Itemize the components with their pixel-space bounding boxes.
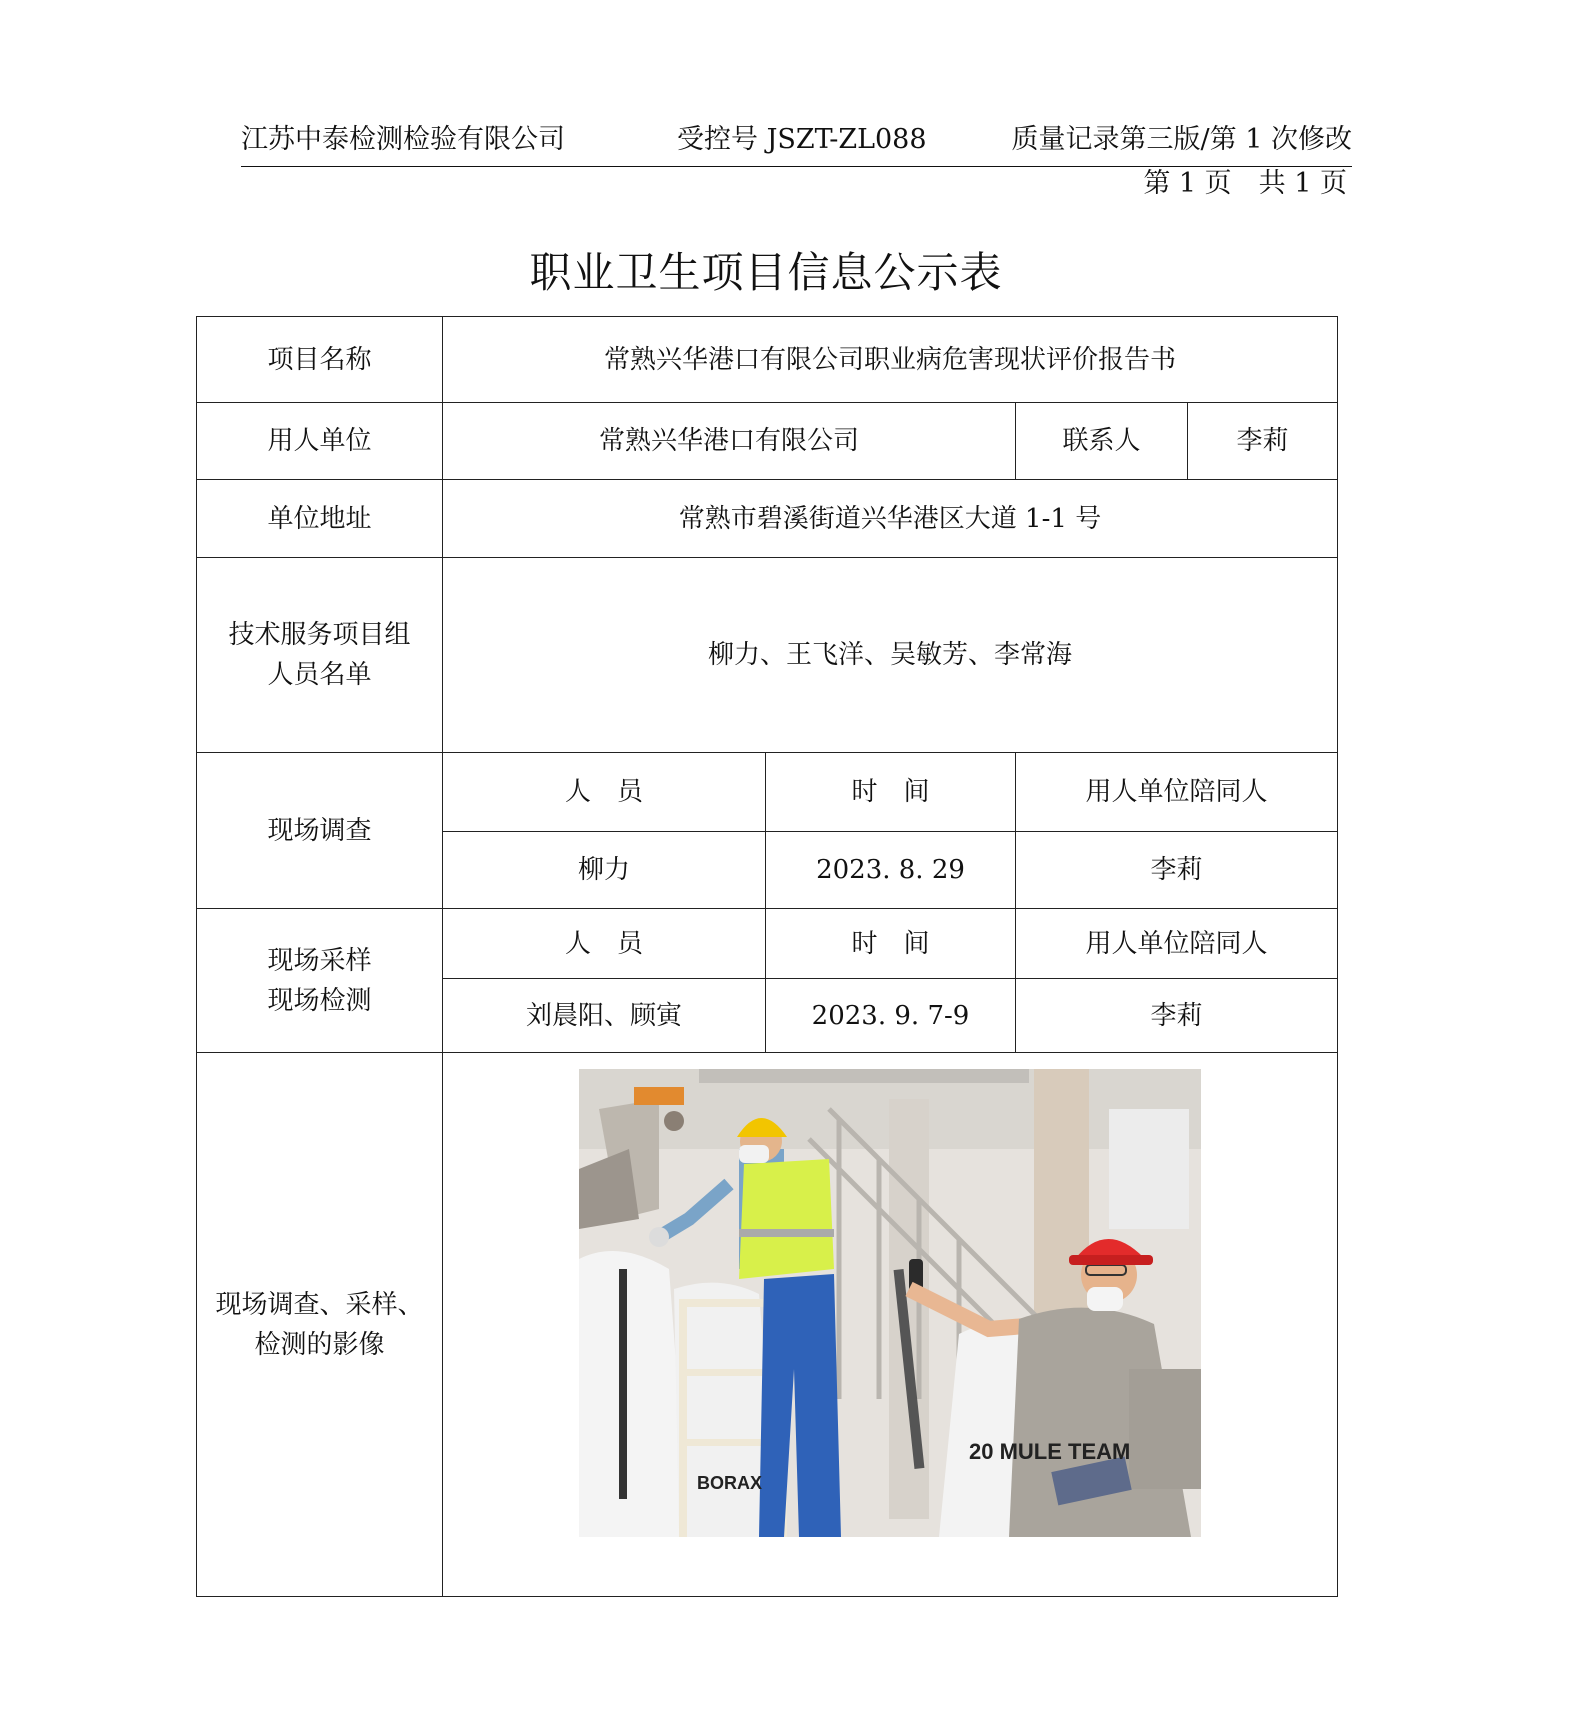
- team-label-line1: 技术服务项目组: [228, 620, 411, 650]
- site-inspection-photo: [579, 1069, 1201, 1537]
- project-name-value: 常熟兴华港口有限公司职业病危害现状评价报告书: [443, 317, 1338, 403]
- photo-bag-label-1: 20 MULE TEAM: [969, 1439, 1131, 1464]
- header-rule: [241, 166, 1352, 167]
- project-name-label: 项目名称: [197, 317, 443, 403]
- survey-time: 2023. 8. 29: [766, 832, 1016, 909]
- survey-person: 柳力: [443, 832, 766, 909]
- row-sampling-header: [197, 909, 1338, 979]
- photo-cell: [443, 1053, 1338, 1597]
- project-info-table: [196, 316, 1338, 1597]
- address-value: 常熟市碧溪街道兴华港区大道 1-1 号: [443, 480, 1338, 558]
- sampling-col-escort: 用人单位陪同人: [1016, 909, 1338, 979]
- survey-col-person: 人 员: [443, 753, 766, 832]
- row-address: [197, 480, 1338, 558]
- photo-label-line1: 现场调查、采样、: [215, 1289, 424, 1320]
- sampling-label: [197, 909, 443, 1053]
- sampling-col-time: 时 间: [766, 909, 1016, 979]
- survey-col-escort: 用人单位陪同人: [1016, 753, 1338, 832]
- header-control-number: 受控号 JSZT-ZL088: [677, 124, 927, 155]
- employer-label: 用人单位: [197, 403, 443, 480]
- sampling-label-line1: 现场采样: [267, 945, 372, 976]
- header-record-version: 质量记录第三版/第 1 次修改: [1011, 124, 1352, 155]
- contact-value: 李莉: [1188, 403, 1338, 480]
- header-company: 江苏中泰检测检验有限公司: [241, 124, 565, 155]
- row-team: [197, 558, 1338, 753]
- team-label: [197, 558, 443, 753]
- team-members: 柳力、王飞洋、吴敏芳、李常海: [443, 558, 1338, 753]
- sampling-escort: 李莉: [1016, 979, 1338, 1053]
- row-photo: [197, 1053, 1338, 1597]
- photo-label: [197, 1053, 443, 1597]
- employer-value: 常熟兴华港口有限公司: [443, 403, 1016, 480]
- sampling-col-person: 人 员: [443, 909, 766, 979]
- photo-bag-label-2: BORAX: [697, 1473, 763, 1493]
- team-label-line2: 人员名单: [267, 660, 372, 690]
- row-employer: [197, 403, 1338, 480]
- sampling-person: 刘晨阳、顾寅: [443, 979, 766, 1053]
- survey-col-time: 时 间: [766, 753, 1016, 832]
- contact-label: 联系人: [1016, 403, 1188, 480]
- document-title: 职业卫生项目信息公示表: [529, 248, 1003, 297]
- sampling-time: 2023. 9. 7-9: [766, 979, 1016, 1053]
- row-project-name: [197, 317, 1338, 403]
- sampling-label-line2: 现场检测: [267, 985, 372, 1016]
- survey-escort: 李莉: [1016, 832, 1338, 909]
- address-label: 单位地址: [197, 480, 443, 558]
- row-survey-header: [197, 753, 1338, 832]
- photo-label-line2: 检测的影像: [254, 1329, 385, 1360]
- survey-label: 现场调查: [197, 753, 443, 909]
- header-page-info: 第 1 页 共 1 页: [1143, 168, 1347, 199]
